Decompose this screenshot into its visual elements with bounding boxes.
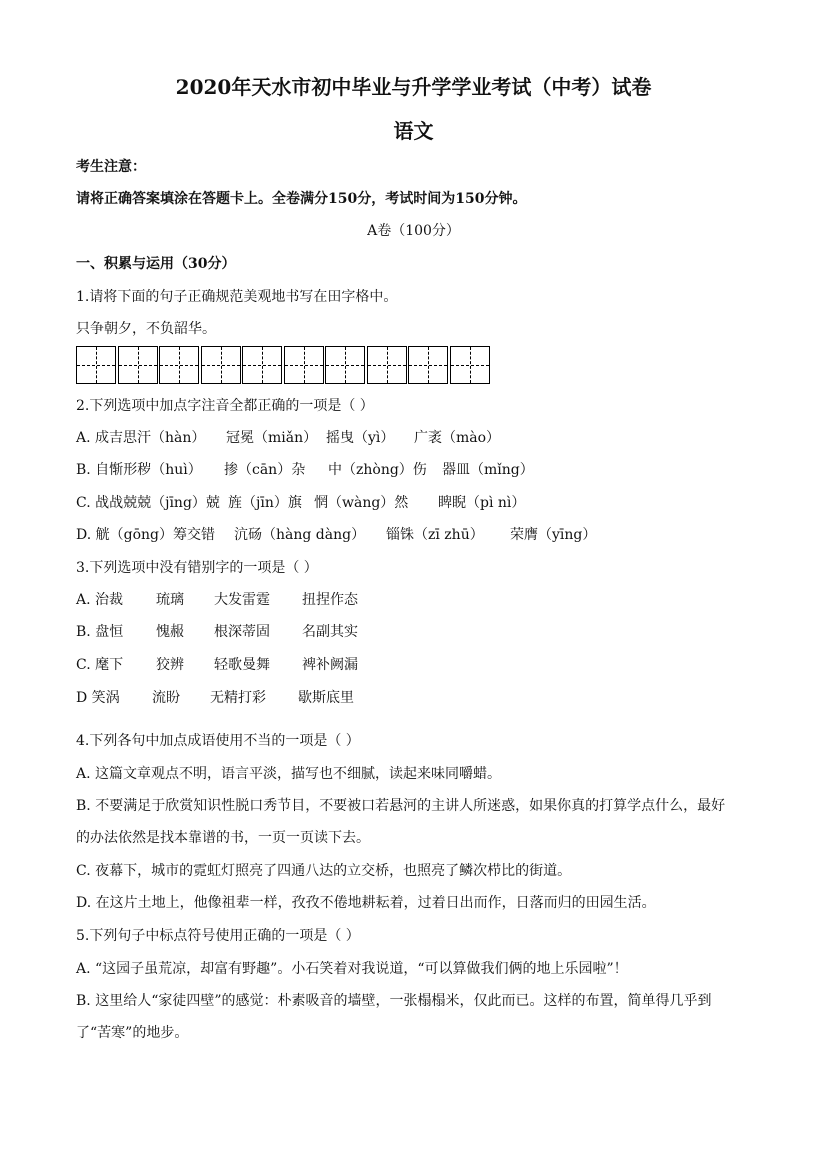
q2-b-2: 掺（cān）杂: [224, 462, 306, 478]
q3-d-4: 歇斯底里: [298, 690, 354, 706]
tianzige-cell: [118, 346, 158, 384]
tianzige-cell: [242, 346, 282, 384]
q2-b-1: B. 自惭形秽（huì）: [76, 462, 202, 478]
q2-option-d: [76, 525, 596, 545]
q5-option-a: A. “这园子虽荒凉，却富有野趣”。小石笑着对我说道，“可以算做我们俩的地上乐园啦”！: [76, 961, 628, 977]
q5-option-b-cont: 了“苦寒”的地步。: [76, 1025, 189, 1041]
q3-c-4: 裨补阙漏: [302, 657, 358, 673]
q3-d-3: 无精打彩: [210, 690, 266, 706]
q2-a-2: 冠冕（miǎn）: [226, 430, 318, 446]
tianzige-cell: [76, 346, 116, 384]
q3-option-c: [76, 655, 358, 675]
q2-d-2: 沆砀（hàng dàng）: [234, 527, 366, 543]
q3-option-a: [76, 590, 358, 610]
subject-title: 语文: [393, 119, 434, 143]
q5-stem: 5.下列句子中标点符号使用正确的一项是（ ）: [76, 928, 360, 944]
q3-option-d: [76, 688, 354, 708]
q3-a-1: A. 治裁: [76, 592, 124, 608]
q3-option-b: [76, 622, 358, 642]
q4-option-b: B. 不要满足于欣赏知识性脱口秀节目，不要被口若悬河的主讲人所迷惑，如果你真的打算学点什么，最好: [76, 798, 726, 814]
q2-a-3: 摇曳（yì）: [326, 430, 395, 446]
q3-d-2: 流盼: [152, 690, 180, 706]
q3-a-4: 扭捏作态: [302, 592, 358, 608]
tianzige-cell: [450, 346, 490, 384]
q2-option-c: [76, 493, 525, 513]
q3-b-3: 根深蒂固: [214, 624, 270, 640]
tianzige-cell: [201, 346, 241, 384]
exam-title: 2020年天水市初中毕业与升学学业考试（中考）试卷: [175, 75, 652, 99]
q2-b-3: 中（zhòng）伤: [328, 462, 427, 478]
q4-option-a: A. 这篇文章观点不明，语言平淡，描写也不细腻，读起来味同嚼蜡。: [76, 766, 502, 782]
notice-label: 考生注意：: [76, 159, 146, 175]
notice-text: 请将正确答案填涂在答题卡上。全卷满分150分，考试时间为150分钟。: [76, 191, 527, 207]
q5-option-b: B. 这里给人“家徒四壁”的感觉：朴素吸音的墙壁，一张榻榻米，仅此而已。这样的布置，简单得几乎到: [76, 993, 712, 1009]
tianzige-cell: [408, 346, 448, 384]
tianzige-cell: [159, 346, 199, 384]
q2-a-1: A. 成吉思汗（hàn）: [76, 430, 206, 446]
q2-option-a: [76, 428, 500, 448]
tianzige-cell: [284, 346, 324, 384]
q3-a-2: 琉璃: [156, 592, 184, 608]
q3-c-1: C. 麾下: [76, 657, 124, 673]
q2-c-3: 惘（wàng）然: [314, 495, 409, 511]
q2-c-4: 睥睨（pì nì）: [438, 495, 526, 511]
tianzige-cell: [367, 346, 407, 384]
q4-option-b-cont: 的办法依然是找本靠谱的书，一页一页读下去。: [76, 830, 370, 846]
section-a-heading: A卷（100分）: [367, 223, 460, 239]
q2-stem: 2.下列选项中加点字注音全都正确的一项是（ ）: [76, 398, 374, 414]
q3-c-2: 狡辨: [156, 657, 184, 673]
part1-heading: 一、积累与运用（30分）: [76, 256, 236, 272]
q3-d-1: D 笑涡: [76, 690, 120, 706]
q3-b-2: 愧赧: [156, 624, 184, 640]
tianzige-grid: [76, 346, 491, 384]
q3-b-4: 名副其实: [302, 624, 358, 640]
q2-c-1: C. 战战兢兢（jīng）兢: [76, 495, 220, 511]
q4-option-c: C. 夜幕下，城市的霓虹灯照亮了四通八达的立交桥，也照亮了鳞次栉比的街道。: [76, 863, 572, 879]
q3-stem: 3.下列选项中没有错别字的一项是（ ）: [76, 560, 318, 576]
q2-c-2: 旌（jīn）旗: [228, 495, 302, 511]
q2-d-3: 锱铢（zī zhū）: [386, 527, 484, 543]
q1-stem: 1.请将下面的句子正确规范美观地书写在田字格中。: [76, 289, 398, 305]
q4-option-d: D. 在这片土地上，他像祖辈一样，孜孜不倦地耕耘着，过着日出而作，日落而归的田园生活。: [76, 895, 656, 911]
q3-b-1: B. 盘恒: [76, 624, 124, 640]
q2-option-b: [76, 460, 534, 480]
tianzige-cell: [325, 346, 365, 384]
q3-c-3: 轻歌曼舞: [214, 657, 270, 673]
q2-d-4: 荣膺（yīng）: [510, 527, 597, 543]
q1-sentence: 只争朝夕，不负韶华。: [76, 321, 216, 337]
q2-b-4: 器皿（mǐng）: [442, 462, 534, 478]
q2-a-4: 广袤（mào）: [414, 430, 501, 446]
q4-stem: 4.下列各句中加点成语使用不当的一项是（ ）: [76, 733, 360, 749]
q3-a-3: 大发雷霆: [214, 592, 270, 608]
q2-d-1: D. 觥（gōng）筹交错: [76, 527, 215, 543]
